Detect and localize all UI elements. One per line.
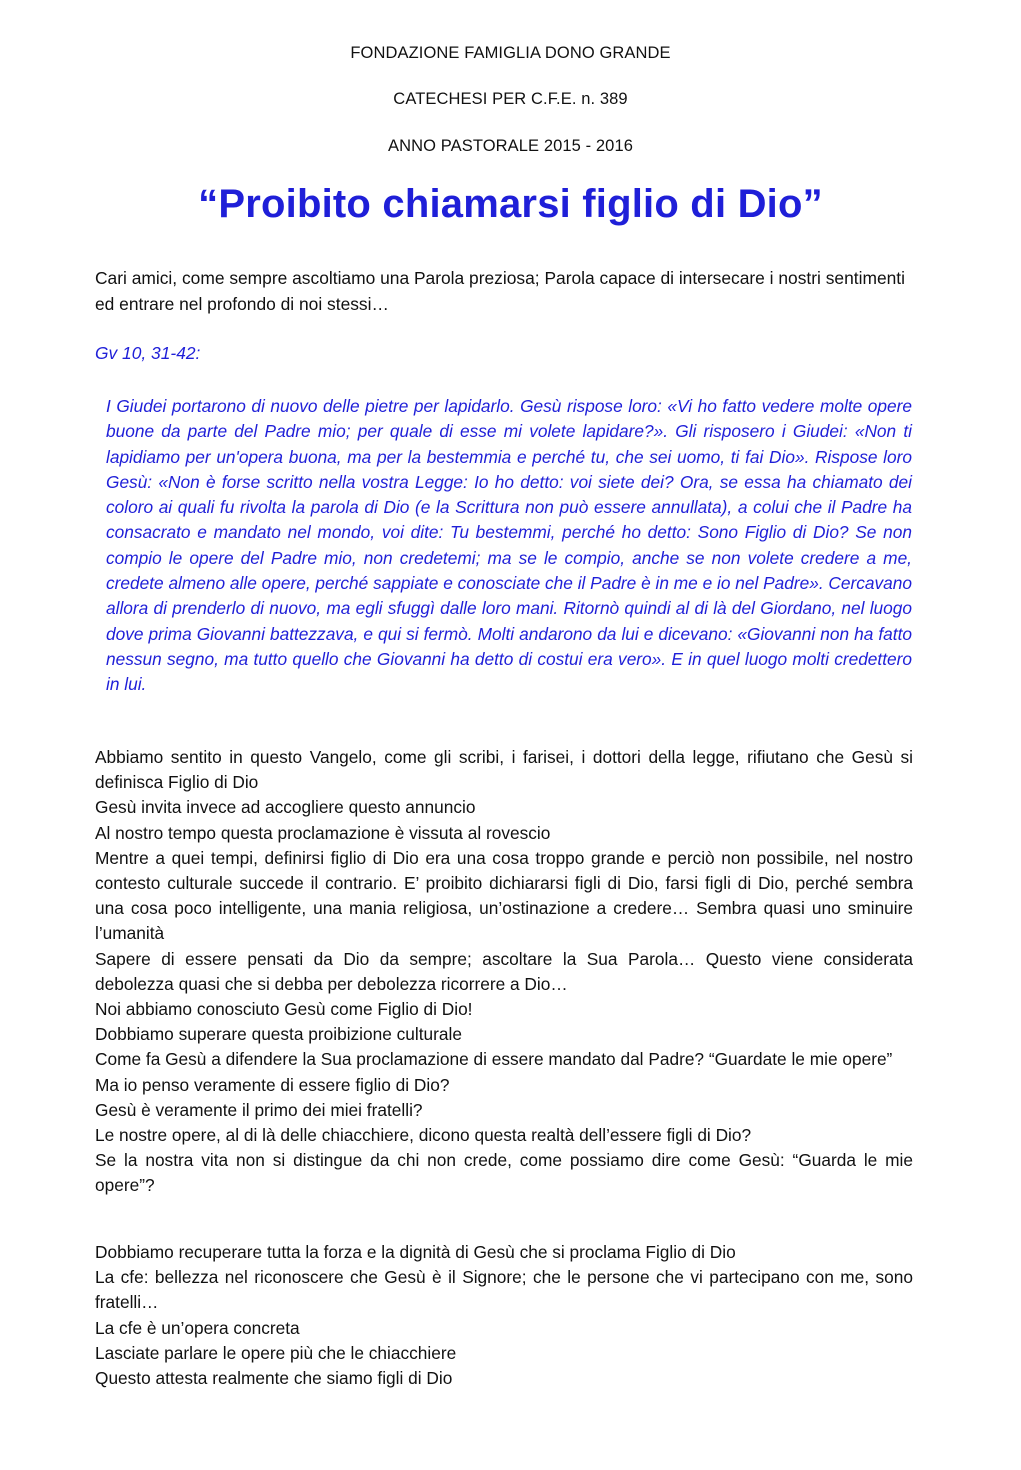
conclusion-section [95, 1240, 913, 1391]
conclusion-line: Lasciate parlare le opere più che le chiacchiere [95, 1342, 457, 1363]
intro-paragraph: Cari amici, come sempre ascoltiamo una Parola preziosa; Parola capace di intersecare i nostri sentimenti ed entrare nel profondo di noi stessi… [95, 268, 905, 314]
reflection-line: Abbiamo sentito in questo Vangelo, come gli scribi, i farisei, i dottori della legge, rifiutano che Gesù si definisca Figlio di Dio [95, 747, 913, 793]
reflection-line: Al nostro tempo questa proclamazione è vissuta al rovescio [95, 822, 551, 843]
foundation-name: FONDAZIONE FAMIGLIA DONO GRANDE [350, 44, 671, 62]
conclusion-line: Questo attesta realmente che siamo figli di Dio [95, 1368, 453, 1389]
reflection-line: Come fa Gesù a difendere la Sua proclamazione di essere mandato dal Padre? “Guardate le mie opere” [95, 1049, 893, 1070]
reflection-line: Se la nostra vita non si distingue da chi non crede, come possiamo dire come Gesù: “Guarda le mie opere”? [95, 1150, 913, 1196]
conclusion-line: Dobbiamo recuperare tutta la forza e la dignità di Gesù che si proclama Figlio di Dio [95, 1242, 736, 1262]
document-title: “Proibito chiamarsi figlio di Dio” [198, 182, 823, 226]
reflection-line: Noi abbiamo conosciuto Gesù come Figlio di Dio! [95, 999, 473, 1020]
reflection-line: Dobbiamo superare questa proibizione culturale [95, 1024, 462, 1045]
conclusion-line: La cfe è un’opera concreta [95, 1317, 300, 1338]
reflection-line: Gesù è veramente il primo dei miei fratelli? [95, 1099, 423, 1120]
reflection-line: Ma io penso veramente di essere figlio di Dio? [95, 1074, 450, 1095]
reflection-line: Le nostre opere, al di là delle chiacchiere, dicono questa realtà dell’essere figli di Dio? [95, 1125, 752, 1146]
reflection-line: Sapere di essere pensati da Dio da sempre; ascoltare la Sua Parola… Questo viene considerata debolezza quasi che si debba per debolezza ricorrere a Dio… [95, 948, 913, 994]
conclusion-line: La cfe: bellezza nel riconoscere che Gesù è il Signore; che le persone che vi partecipano con me, sono fratelli… [95, 1267, 913, 1313]
reflection-line: Mentre a quei tempi, definirsi figlio di Dio era una cosa troppo grande e perciò non possibile, nel nostro contesto culturale succede il contrario. E’ proibito dichiararsi figli di Dio, farsi figli di Dio, perché sembra una cosa poco intelligente, una mania religiosa, un’ostinazione a credere… Sembra quasi uno sminuire l’umanità [95, 847, 913, 944]
gospel-reference: Gv 10, 31-42: [95, 343, 201, 363]
reflection-line: Gesù invita invece ad accogliere questo annuncio [95, 797, 476, 818]
reflection-section [95, 745, 913, 1199]
pastoral-year: ANNO PASTORALE 2015 - 2016 [387, 137, 634, 155]
gospel-passage: I Giudei portarono di nuovo delle pietre per lapidarlo. Gesù rispose loro: «Vi ho fatto vedere molte opere buone da parte del Padre mio; per quale di esse mi volete lapidare?». Gli risposero i Giudei: «Non ti lapidiamo per un'opera buona, ma per la bestemmia e perché tu, che sei uomo, ti fai Dio». Rispose loro Gesù: «Non è forse scritto nella vostra Legge: Io ho detto: voi siete dei? Ora, se essa ha chiamato dei coloro ai quali fu rivolta la parola di Dio (e la Scrittura non può essere annullata), a colui che il Padre ha consacrato e mandato nel mondo, voi dite: Tu bestemmi, perché ho detto: Sono Figlio di Dio? Se non compio le opere del Padre mio, non credetemi; ma se le compio, anche se non volete credere a me, credete almeno alle opere, perché sappiate e conosciate che il Padre è in me e io nel Padre». Cercavano allora di prenderlo di nuovo, ma egli sfuggì dalle loro mani. Ritornò quindi al di là del Giordano, nel luogo dove prima Giovanni battezzava, e qui si fermò. Molti andarono da lui e dicevano: «Giovanni non ha fatto nessun segno, ma tutto quello che Giovanni ha detto di costui era vero». E in quel luogo molti credettero in lui. [106, 396, 912, 695]
catechesis-number: CATECHESI PER C.F.E. n. 389 [393, 90, 628, 108]
